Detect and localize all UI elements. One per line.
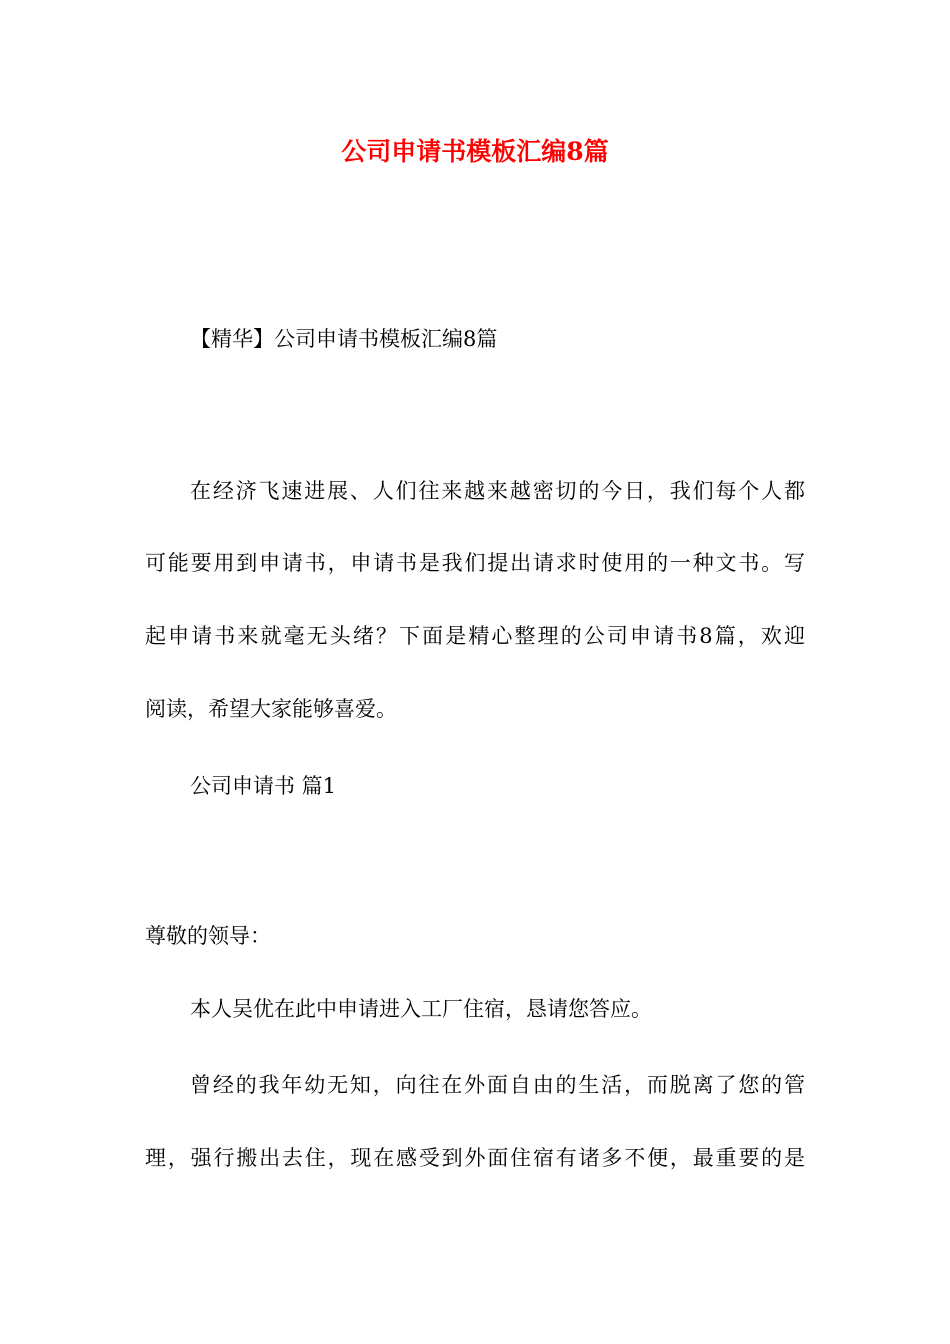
document-subtitle: 【精华】公司申请书模板汇编8篇 [190,327,498,351]
paragraph-line: 理，强行搬出去住，现在感受到外面住宿有诸多不便，最重要的是 [145,1146,805,1170]
paragraph-line: 可能要用到申请书，申请书是我们提出请求时使用的一种文书。写 [145,551,805,575]
paragraph-line: 本人吴优在此中申请进入工厂住宿，恳请您答应。 [190,997,652,1021]
paragraph-line: 阅读，希望大家能够喜爱。 [145,697,397,721]
document-title: 公司申请书模板汇编8篇 [341,137,609,166]
paragraph-line: 曾经的我年幼无知，向往在外面自由的生活，而脱离了您的管 [190,1073,805,1097]
salutation: 尊敬的领导： [145,924,271,948]
paragraph-line: 在经济飞速进展、人们往来越来越密切的今日，我们每个人都 [190,479,805,503]
paragraph-line: 起申请书来就毫无头绪？下面是精心整理的公司申请书8篇，欢迎 [145,624,805,648]
section-heading: 公司申请书 篇1 [190,774,337,798]
